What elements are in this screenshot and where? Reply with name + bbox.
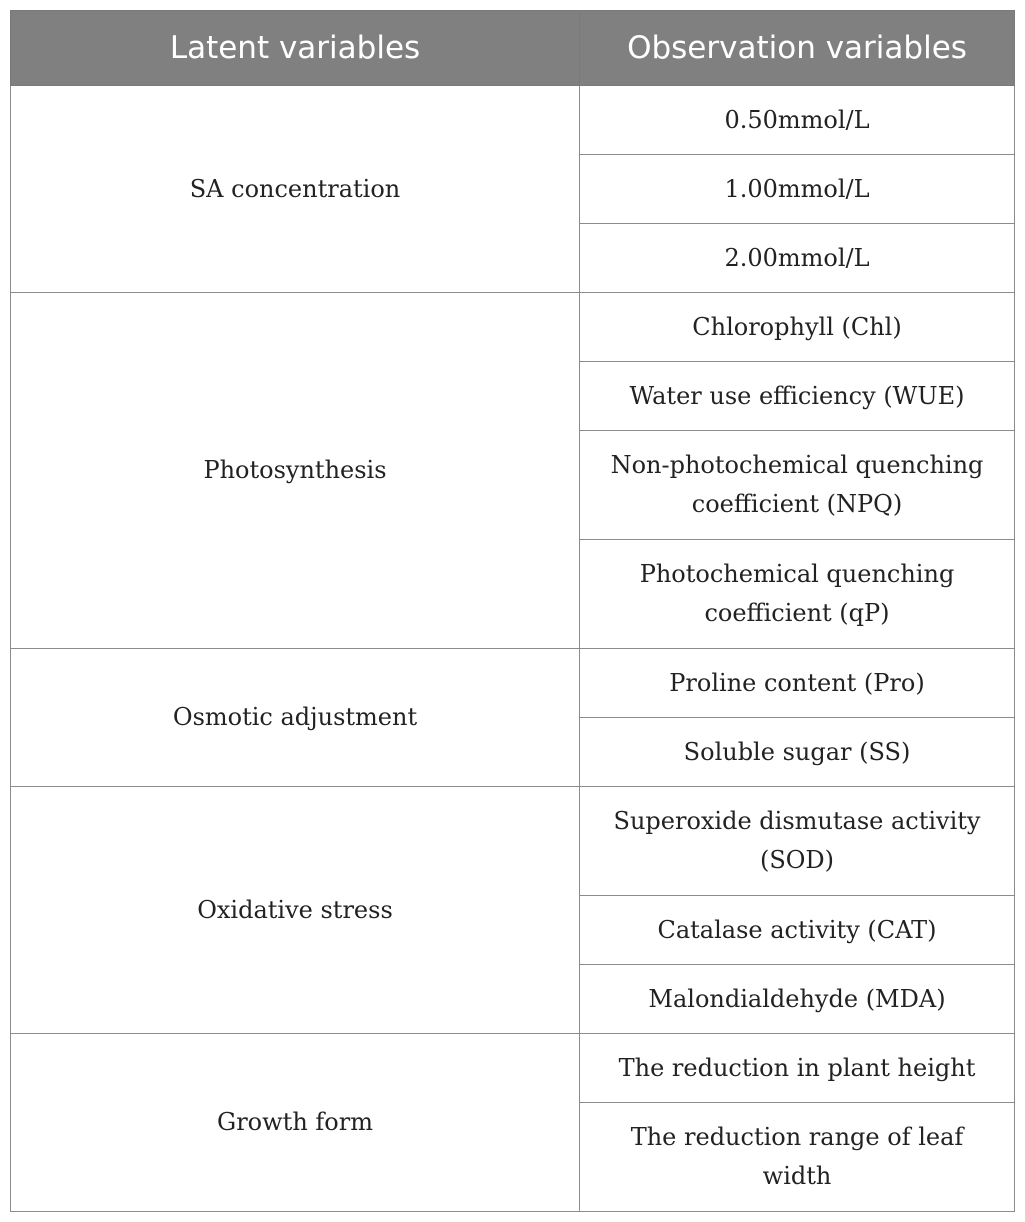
observation-cell: Photochemical quenching coefficient (qP) [580, 540, 1015, 649]
latent-cell-sa-concentration: SA concentration [11, 86, 580, 293]
header-observation-variables: Observation variables [580, 11, 1015, 86]
header-latent-variables: Latent variables [11, 11, 580, 86]
header-row [11, 11, 1015, 86]
observation-cell: Non-photochemical quenching coefficient (NPQ) [580, 431, 1015, 540]
observation-cell: Proline content (Pro) [580, 649, 1015, 718]
observation-cell: Water use efficiency (WUE) [580, 362, 1015, 431]
latent-cell-growth-form: Growth form [11, 1034, 580, 1212]
table-row [11, 787, 1015, 896]
observation-cell: 2.00mmol/L [580, 224, 1015, 293]
table-row [11, 293, 1015, 362]
observation-cell: The reduction in plant height [580, 1034, 1015, 1103]
observation-cell: Soluble sugar (SS) [580, 718, 1015, 787]
table-row [11, 86, 1015, 155]
latent-cell-photosynthesis: Photosynthesis [11, 293, 580, 649]
latent-cell-osmotic-adjustment: Osmotic adjustment [11, 649, 580, 787]
observation-cell: 1.00mmol/L [580, 155, 1015, 224]
observation-cell: Superoxide dismutase activity (SOD) [580, 787, 1015, 896]
observation-cell: The reduction range of leaf width [580, 1103, 1015, 1212]
observation-cell: Chlorophyll (Chl) [580, 293, 1015, 362]
variables-table [10, 10, 1015, 1212]
table-row [11, 649, 1015, 718]
table-row [11, 1034, 1015, 1103]
observation-cell: 0.50mmol/L [580, 86, 1015, 155]
observation-cell: Malondialdehyde (MDA) [580, 965, 1015, 1034]
observation-cell: Catalase activity (CAT) [580, 896, 1015, 965]
latent-cell-oxidative-stress: Oxidative stress [11, 787, 580, 1034]
